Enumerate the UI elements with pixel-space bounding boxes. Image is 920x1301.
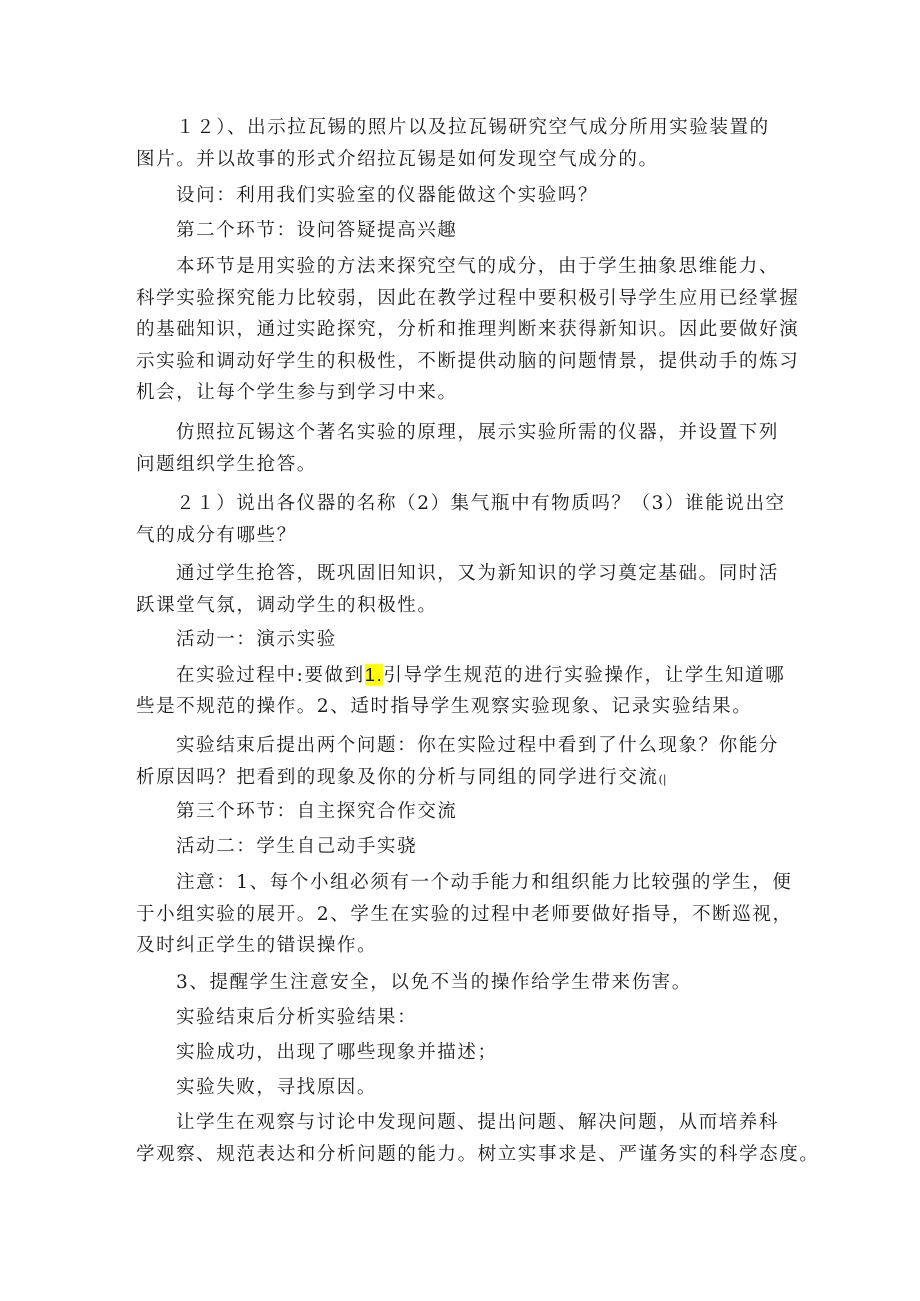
text-line: 设问：利用我们实验室的仪器能做这个实验吗？ [176,185,599,206]
text-line: 及时纠正学生的错误操作。 [136,935,378,956]
text-run: 引导学生规范的进行实验操作，让学生知道哪 [383,665,786,686]
text-line: 实验结束后提出两个问题：你在实险过程中看到了什么现象？你能分 [176,735,780,756]
paragraph-question [136,180,792,212]
stray-mark: (| [658,772,667,786]
text-line: 本环节是用实验的方法来探究空气的成分，由于学生抽象思维能力、 [176,256,780,277]
paragraph-quiz-purpose [136,558,792,621]
text-line [136,762,792,794]
paragraph-notes [136,867,792,962]
text-line: 通过学生抢答，既巩固旧知识，又为新知识的学习奠定基础。同时活 [176,563,780,584]
text-line: 气的成分有哪些？ [136,524,297,546]
paragraph-lavoisier-experiment [136,417,792,480]
text-line: 仿照拉瓦锡这个著名实验的原理，展示实验所需的仪器，并设置下列 [176,422,780,443]
paragraph-failure [136,1072,792,1104]
paragraph-intro-photos [136,112,792,175]
paragraph-success [136,1037,792,1069]
text-line: 3、提醒学生注意安全，以免不当的操作给学生带来伤害。 [176,972,692,993]
paragraph-conclusion [136,1107,820,1170]
text-line: 图片。并以故事的形式介绍拉瓦锡是如何发现空气成分的。 [136,148,659,170]
text-line: 科学实验探究能力比较弱，因此在教学过程中要积极引导学生应用已经掌握 [136,287,800,309]
text-line: 学观察、规范表达和分析问题的能力。树立实事求是、严谨务实的科学态度。 [136,1143,820,1165]
paragraph-quiz-questions [136,488,792,551]
text-line: 活动二：学生自己动手实骁 [176,836,418,857]
text-line: 的基础知识，通过实跄探究，分析和推理判断来获得新知识。因此要做好演 [136,319,800,340]
text-run: 析原因吗？把看到的现象及你的分析与同组的同学进行交流 [136,766,659,788]
text-line: 第三个环节：自主探究合作交流 [176,801,458,822]
activity-heading-1 [136,624,792,656]
text-line: 问题组织学生抢答。 [136,453,317,475]
text-line: 机会，让每个学生参与到学习中来。 [136,382,458,403]
text-line: 实脸成功，出现了哪些现象并描述； [176,1042,498,1063]
text-line: 活动一：演示实验 [176,629,337,650]
paragraph-analysis-heading [136,1002,792,1034]
section-heading-3 [136,796,792,828]
text-line: 示实验和调动好学生的积极性，不断提供动脑的问题情景，提供动手的炼习 [136,350,800,372]
text-line: 跃课堂气氛，调动学生的积极性。 [136,594,438,616]
text-line: 些是不规范的操作。2、适时指导学生观察实验现象、记录实验结果。 [136,695,753,717]
text-line [136,659,792,691]
text-line: 第二个环节：设问答疑提高兴趣 [176,220,458,241]
text-line: １２）、出示拉瓦锡的照片以及拉瓦锡研究空气成分所用实验装置的 [176,117,770,138]
text-line: 让学生在观察与讨论中发现问题、提出问题、解决问题，从而培养科 [176,1112,780,1133]
text-line: ２１）说出各仪器的名称（2）集气瓶中有物质吗？（3）谁能说出空 [176,493,786,514]
activity-heading-2 [136,831,792,863]
paragraph-experiment-process [136,659,792,722]
text-line: 实验结束后分析实验结果： [176,1007,418,1028]
text-run: 在实验过程中:要做到 [176,665,365,686]
highlighted-text: 1. [364,664,384,685]
section-heading-2 [136,215,792,247]
text-line: 注意：1、每个小组必须有一个动手能力和组织能力比较强的学生，便 [176,872,793,893]
text-line: 于小组实验的展开。2、学生在实验的过程中老师要做好指导，不断巡视， [136,903,793,925]
paragraph-post-experiment-questions [136,730,792,793]
text-line: 实验失败，寻找原因。 [176,1077,378,1098]
paragraph-section-2-body [136,251,800,409]
paragraph-safety [136,967,792,999]
